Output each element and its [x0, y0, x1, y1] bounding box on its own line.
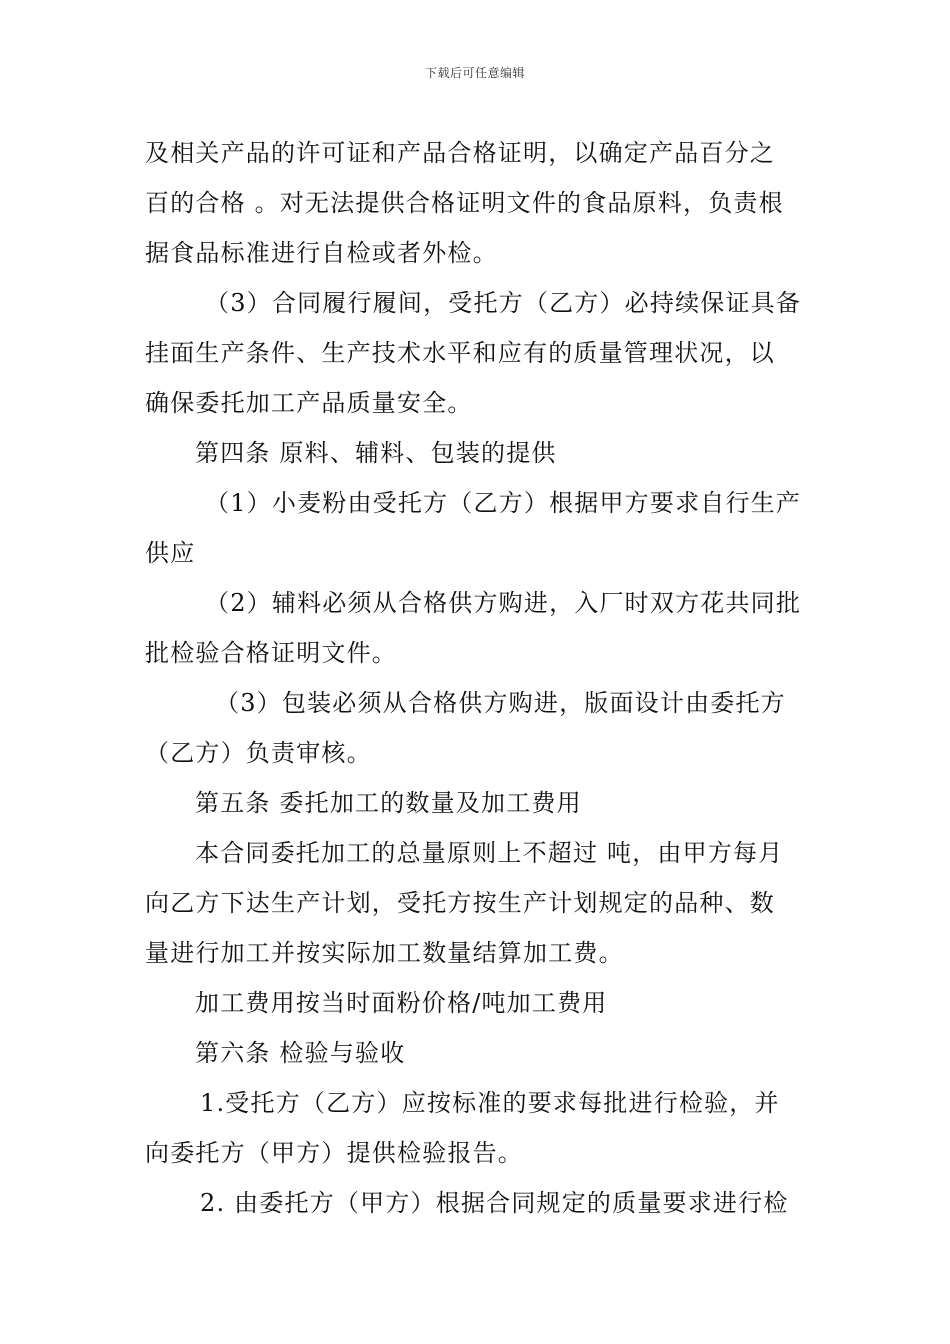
text-line-10: （2）辅料必须从合格供方购进，入厂时双方花共同批: [205, 589, 802, 617]
text-line-3: 据食品标准进行自检或者外检。: [145, 239, 498, 267]
text-line-21: 向委托方（甲方）提供检验报告。: [145, 1139, 523, 1167]
text-line-15: 本合同委托加工的总量原则上不超过 吨，由甲方每月: [195, 839, 784, 867]
text-line-20: 1.受托方（乙方）应按标准的要求每批进行检验，并: [200, 1089, 780, 1117]
text-line-9: 供应: [145, 539, 196, 567]
page-header: 下载后可任意编辑: [424, 66, 525, 80]
text-line-4: （3）合同履行履间，受托方（乙方）必持续保证具备: [205, 289, 802, 317]
text-line-6: 确保委托加工产品质量安全。: [145, 389, 473, 417]
article-5-heading: 第五条 委托加工的数量及加工费用: [195, 789, 582, 817]
article-6-heading: 第六条 检验与验收: [195, 1039, 406, 1067]
text-line-17: 量进行加工并按实际加工数量结算加工费。: [145, 939, 624, 967]
text-line-8: （1）小麦粉由受托方（乙方）根据甲方要求自行生产: [205, 489, 802, 517]
text-line-18: 加工费用按当时面粉价格/吨加工费用: [195, 989, 608, 1017]
document-body: [145, 128, 810, 1228]
text-line-2: 百的合格 。对无法提供合格证明文件的食品原料，负责根: [145, 189, 784, 217]
article-4-heading: 第四条 原料、辅料、包装的提供: [195, 439, 557, 467]
text-line-16: 向乙方下达生产计划，受托方按生产计划规定的品种、数: [145, 889, 775, 917]
text-line-1: 及相关产品的许可证和产品合格证明，以确定产品百分之: [145, 139, 775, 167]
text-line-13: （乙方）负责审核。: [145, 739, 372, 767]
text-line-11: 批检验合格证明文件。: [145, 639, 397, 667]
text-line-12: （3）包装必须从合格供方购进，版面设计由委托方: [215, 689, 786, 717]
text-line-5: 挂面生产条件、生产技术水平和应有的质量管理状况，以: [145, 339, 775, 367]
text-line-22: 2. 由委托方（甲方）根据合同规定的质量要求进行检: [200, 1189, 789, 1217]
